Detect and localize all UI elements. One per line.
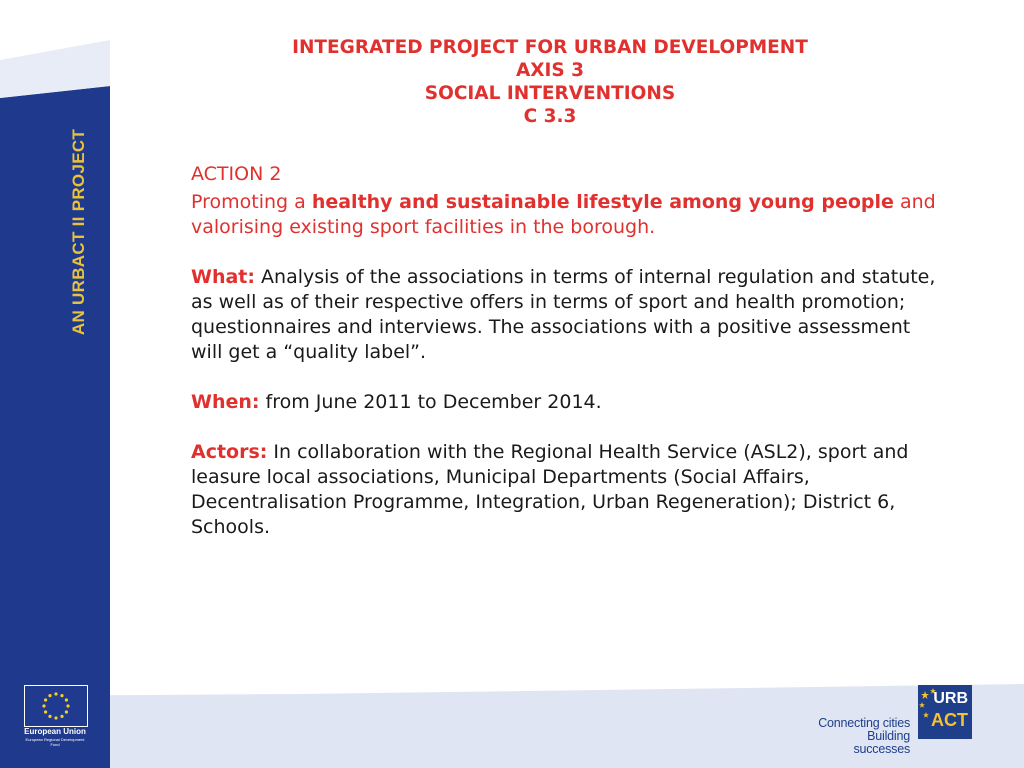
when-label: When: bbox=[191, 391, 260, 413]
action-heading: ACTION 2 bbox=[191, 163, 282, 185]
urbact-logo-top: URB bbox=[933, 690, 968, 707]
spacer bbox=[191, 365, 936, 390]
when-paragraph bbox=[191, 390, 936, 415]
urbact-tagline bbox=[812, 717, 910, 756]
intro-pre: Promoting a bbox=[191, 191, 312, 213]
intro-bold: healthy and sustainable lifestyle among young people bbox=[311, 191, 894, 213]
tagline-line-2: Building successes bbox=[853, 729, 910, 756]
slide-content bbox=[191, 162, 936, 540]
title-line-2: AXIS 3 bbox=[515, 60, 585, 81]
what-text: Analysis of the associations in terms of internal regulation and statute, as well as of their respective offers in terms of sport and health promotion; questionnaires and interviews. The associations with a positive assessment will get a “quality label”. bbox=[191, 266, 936, 363]
eu-fund-subtitle: European Regional Development Fund bbox=[25, 737, 85, 747]
title-line-1: INTEGRATED PROJECT FOR URBAN DEVELOPMENT bbox=[292, 37, 808, 58]
urbact-logo-bottom: ACT bbox=[931, 710, 968, 730]
actors-text: In collaboration with the Regional Health Service (ASL2), sport and leasure local associations, Municipal Departments (Social Affairs, Decentralisation Programme, Integration, Urban Regeneration); District 6, Schools. bbox=[191, 441, 909, 538]
tagline-line-1: Connecting cities bbox=[818, 716, 910, 730]
actors-label: Actors: bbox=[191, 441, 268, 463]
spacer bbox=[191, 415, 936, 440]
when-text: from June 2011 to December 2014. bbox=[259, 391, 602, 413]
eu-logo bbox=[22, 683, 88, 747]
eu-name: European Union bbox=[24, 727, 86, 736]
title-line-3: SOCIAL INTERVENTIONS bbox=[424, 83, 676, 104]
eu-flag-icon bbox=[24, 685, 88, 727]
slide-title bbox=[160, 36, 940, 128]
left-blue-bar bbox=[0, 86, 110, 768]
what-label: What: bbox=[191, 266, 255, 288]
intro-paragraph bbox=[191, 190, 936, 240]
urbact-logo bbox=[918, 685, 972, 739]
title-line-4: C 3.3 bbox=[523, 106, 577, 127]
spacer bbox=[191, 240, 936, 265]
intro-post: and valorising existing sport facilities in the borough. bbox=[191, 191, 936, 238]
vertical-project-label: AN URBACT II PROJECT bbox=[69, 128, 88, 336]
actors-paragraph bbox=[191, 440, 936, 540]
what-paragraph bbox=[191, 265, 936, 365]
